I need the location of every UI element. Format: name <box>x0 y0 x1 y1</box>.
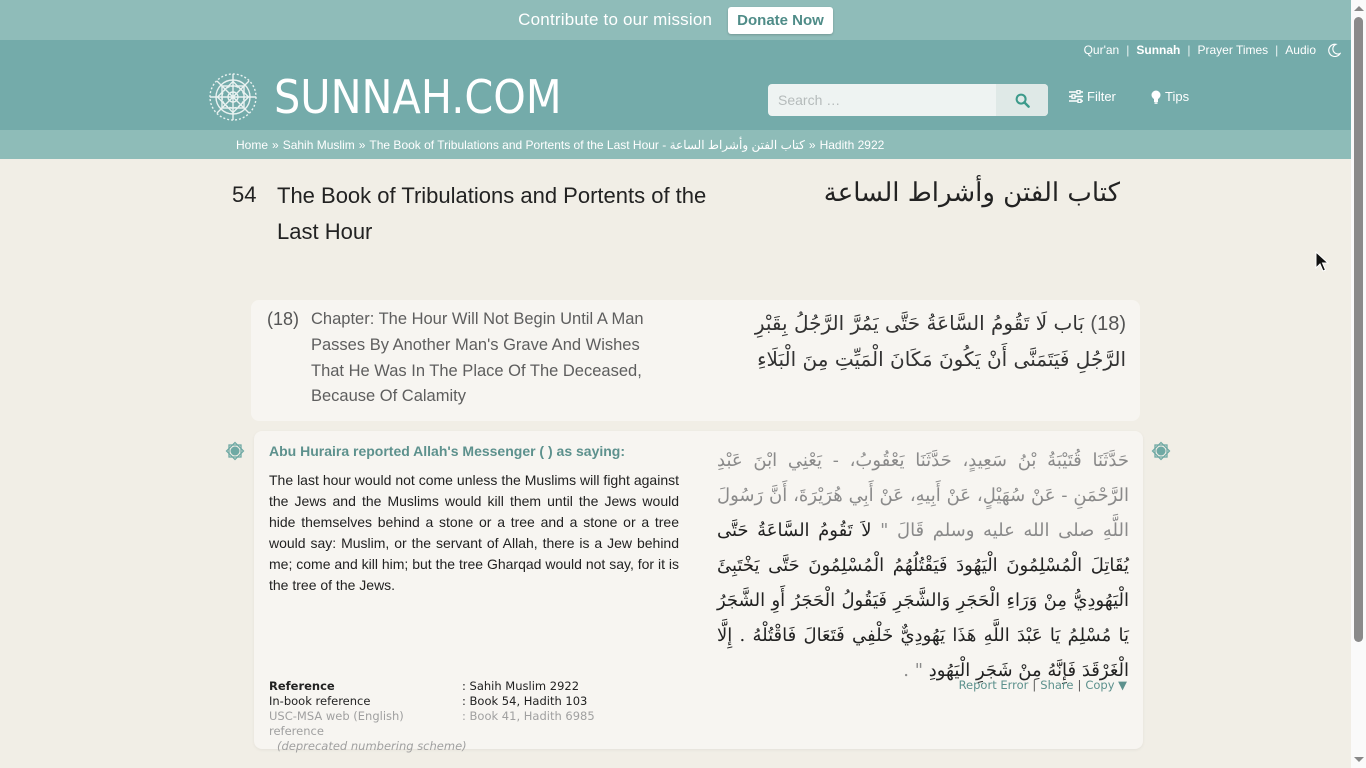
nav-quran[interactable]: Qur'an <box>1083 43 1120 57</box>
inbook-reference-row <box>269 694 595 709</box>
nav-audio[interactable]: Audio <box>1285 43 1316 57</box>
logo-text: SUNNAH.COM <box>274 70 562 124</box>
hadith-matn-ar: لاَ تَقُومُ السَّاعَةُ حَتَّى يُقَاتِلَ الْمُسْلِمُونَ الْيَهُودَ فَيَقْتُلُهُمُ الْمُسْلِمُونَ حَتَّى يَخْتَبِئَ الْيَهُودِيُّ مِنْ وَرَاءِ الْحَجَرِ وَالشَّجَرِ فَيَقُولُ الْحَجَرُ أَوِ الشَّجَرُ يَا مُسْلِمُ يَا عَبْدَ اللَّهِ هَذَا يَهُودِيٌّ خَلْفِي فَتَعَالَ فَاقْتُلْهُ . إِلَّا الْغَرْقَدَ فَإِنَّهُ مِنْ شَجَرِ الْيَهُودِ <box>717 520 1129 681</box>
chapter-number: (18) <box>267 309 300 329</box>
donate-message: Contribute to our mission <box>518 10 713 29</box>
site-header <box>0 40 1351 130</box>
action-separator: | <box>1077 678 1082 692</box>
reference-value: : Sahih Muslim 2922 <box>462 679 580 693</box>
scrollbar-thumb[interactable] <box>1354 17 1363 642</box>
top-nav <box>1084 43 1341 57</box>
tips-button[interactable] <box>1151 89 1189 104</box>
chapter-title-ar: بَاب لَا تَقُومُ السَّاعَةُ حَتَّى يَمُرَّ الرَّجُلُ بِقَبْرِ الرَّجُلِ فَيَتَمَنَّى أَنْ يَكُونَ مَكَانَ الْمَيِّتِ مِنَ الْبَلَاءِ <box>754 311 1126 371</box>
donate-now-button[interactable]: Donate Now <box>728 7 833 34</box>
book-number: 54 <box>232 182 257 207</box>
report-error-link[interactable]: Report Error <box>958 678 1029 692</box>
uscmsa-reference-row <box>269 709 595 739</box>
share-link[interactable]: Share <box>1040 678 1074 692</box>
hadith-isnad-ar: حَدَّثَنَا قُتَيْبَةُ بْنُ سَعِيدٍ، حَدَّثَنَا يَعْقُوبُ، - يَعْنِي ابْنَ عَبْدِ الرَّحْمَنِ - عَنْ سُهَيْلٍ، عَنْ أَبِيهِ، عَنْ أَبِي هُرَيْرَةَ، أَنَّ رَسُولَ اللَّهِ صلى الله عليه وسلم قَالَ " <box>717 450 1129 541</box>
hadith-references <box>269 679 595 754</box>
breadcrumb-collection[interactable]: Sahih Muslim <box>282 137 355 152</box>
hadith-text-en: The last hour would not come unless the Muslims will fight against the Jews and the Muslims would kill them until the Jews would hide themselves behind a stone or a tree and a stone or a tree would say: Muslim, or the servant of Allah, there is a Jew behind me; come and kill him; but the tree Gharqad would not say, for it is the tree of the Jews. <box>269 472 679 593</box>
hadith-text-ar <box>717 443 1129 688</box>
scroll-up-arrow-icon[interactable] <box>1354 6 1364 11</box>
mouse-cursor-icon <box>1315 251 1329 273</box>
chapter-header <box>251 300 1140 421</box>
nav-sunnah[interactable]: Sunnah <box>1136 43 1181 57</box>
breadcrumb-separator: » <box>272 137 279 152</box>
search-button[interactable] <box>996 84 1048 116</box>
nav-prayer-times[interactable]: Prayer Times <box>1197 43 1269 57</box>
inbook-reference-value: : Book 54, Hadith 103 <box>462 694 588 708</box>
hadith-actions <box>959 678 1127 692</box>
tips-label: Tips <box>1165 89 1190 104</box>
hadith-card <box>254 431 1143 753</box>
ornament-flower-icon <box>225 441 245 461</box>
filter-sliders-icon <box>1069 90 1083 103</box>
scroll-down-arrow-icon[interactable] <box>1354 757 1364 762</box>
breadcrumb-separator: » <box>358 137 366 152</box>
page-scrollbar[interactable] <box>1351 0 1366 768</box>
chapter-title-en: Chapter: The Hour Will Not Begin Until A Man Passes By Another Man's Grave And Wishes That He Was In The Place Of The Deceased, Because Of Calamity <box>311 310 644 406</box>
breadcrumb <box>0 130 1351 159</box>
breadcrumb-separator: » <box>808 137 816 152</box>
ornament-flower-icon <box>1151 441 1171 461</box>
deprecated-note: (deprecated numbering scheme) <box>277 739 467 753</box>
uscmsa-reference-value: : Book 41, Hadith 6985 <box>462 709 595 723</box>
filter-label: Filter <box>1087 89 1116 104</box>
breadcrumb-home[interactable]: Home <box>236 137 269 152</box>
moon-icon[interactable] <box>1327 43 1341 57</box>
search-box <box>768 84 1048 116</box>
chapter-number-ar: (18) <box>1090 313 1126 335</box>
book-title-en: The Book of Tribulations and Portents of the Last Hour <box>277 183 707 244</box>
nav-separator: | <box>1187 43 1191 57</box>
filter-button[interactable] <box>1069 89 1116 104</box>
action-separator: | <box>1032 678 1037 692</box>
nav-separator: | <box>1275 43 1279 57</box>
chapter-title-ar-block <box>706 306 1126 377</box>
uscmsa-reference-label: USC-MSA web (English) reference <box>269 709 404 738</box>
nav-separator: | <box>1126 43 1130 57</box>
search-input[interactable] <box>768 84 996 116</box>
book-title-ar: كتاب الفتن وأشراط الساعة <box>823 178 1120 208</box>
breadcrumb-book[interactable]: The Book of Tribulations and Portents of the Last Hour - كتاب الفتن وأشراط الساعة <box>369 137 805 152</box>
logo-emblem-icon <box>208 72 258 122</box>
reference-row <box>269 679 595 694</box>
search-icon <box>1015 93 1030 108</box>
lightbulb-icon <box>1151 90 1161 104</box>
donate-bar <box>0 0 1351 40</box>
hadith-narrator: Abu Huraira reported Allah's Messenger ( ) as saying: <box>269 443 626 459</box>
copy-dropdown[interactable]: Copy ▼ <box>1085 678 1127 692</box>
inbook-reference-label: In-book reference <box>269 694 371 708</box>
reference-label: Reference <box>269 679 335 693</box>
hadith-matn-end: " . <box>903 660 923 681</box>
site-logo[interactable] <box>208 72 594 122</box>
breadcrumb-current: Hadith 2922 <box>819 137 885 152</box>
